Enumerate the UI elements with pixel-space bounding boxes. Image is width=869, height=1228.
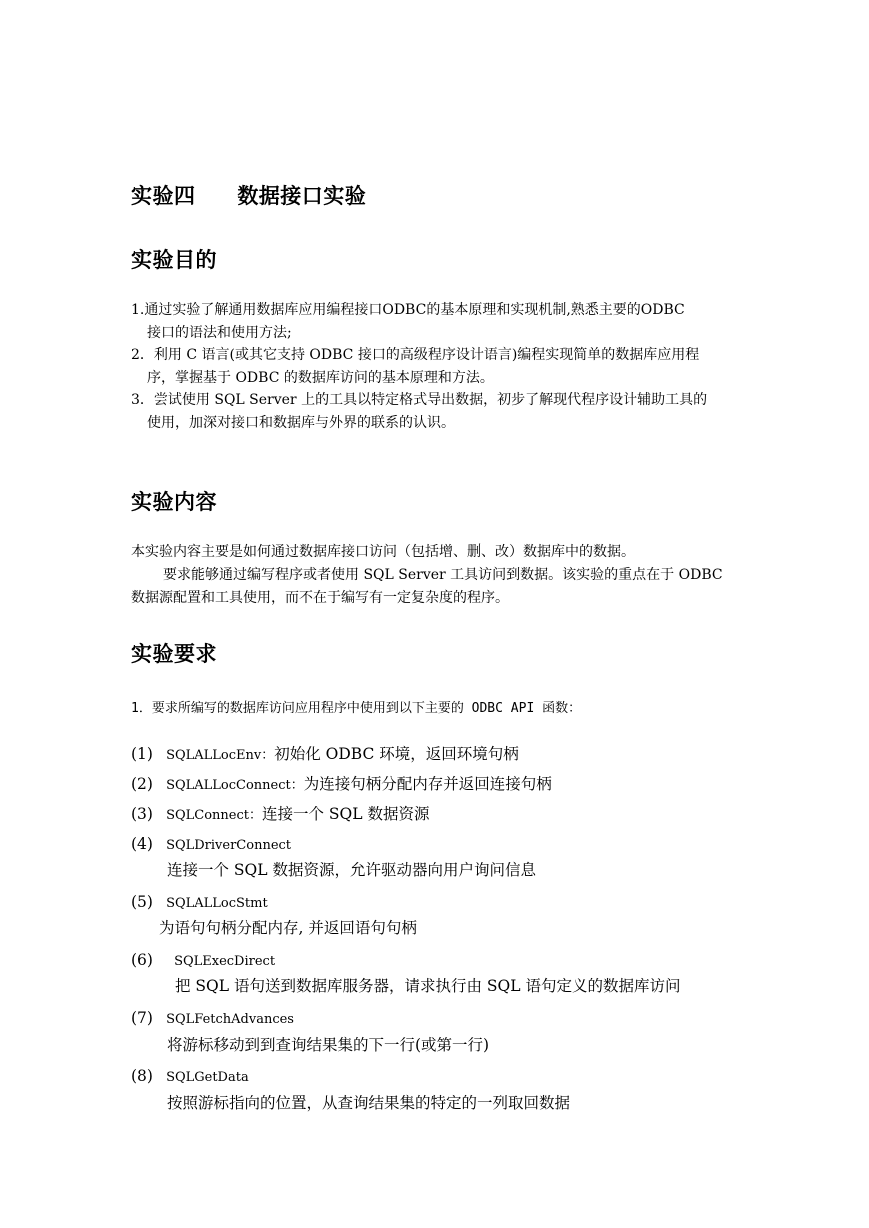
api-item-8 [131,1066,249,1085]
api-num: (8) [131,1067,153,1085]
api-num: (5) [131,893,153,911]
api-item-2 [131,774,552,793]
api-name: SQLALLocEnv： [166,748,275,763]
api-desc: 连接一个 SQL 数据资源 [261,805,430,823]
purpose-heading: 实验目的 [131,248,217,272]
api-item-4 [131,834,291,853]
api-item-4-desc: 连接一个 SQL 数据资源，允许驱动器向用户询问信息 [167,861,536,879]
api-desc: 为连接句柄分配内存并返回连接句柄 [303,775,552,793]
api-item-7-desc: 将游标移动到到查询结果集的下一行(或第一行) [167,1036,490,1054]
api-item-6-desc: 把 SQL 语句送到数据库服务器，请求执行由 SQL 语句定义的数据库访问 [175,977,681,995]
requirements-heading: 实验要求 [131,642,217,666]
api-name: SQLExecDirect [174,954,276,969]
title-part1: 实验四 [131,184,196,208]
api-item-1 [131,744,519,763]
requirements-intro: 1．要求所编写的数据库访问应用程序中使用到以下主要的 ODBC API 函数： [131,701,582,716]
purpose-item-2-line1: 2．利用 C 语言(或其它支持 ODBC 接口的高级程序设计语言)编程实现简单的数据库应用程 [131,347,700,363]
api-desc: 初始化 ODBC 环境，返回环境句柄 [274,745,519,763]
api-item-6 [131,950,275,969]
purpose-item-1-line2: 接口的语法和使用方法; [147,325,292,341]
api-num: (6) [131,951,153,969]
title-part2: 数据接口实验 [237,184,367,208]
api-num: (2) [131,775,153,793]
content-line1: 本实验内容主要是如何通过数据库接口访问（包括增、删、改）数据库中的数据。 [131,544,635,560]
api-item-5 [131,892,268,911]
api-item-7 [131,1008,294,1027]
content-line3: 数据源配置和工具使用，而不在于编写有一定复杂度的程序。 [131,590,509,606]
api-item-8-desc: 按照游标指向的位置，从查询结果集的特定的一列取回数据 [167,1094,571,1112]
api-num: (3) [131,805,153,823]
content-line2: 要求能够通过编写程序或者使用 SQL Server 工具访问到数据。该实验的重点在于 ODBC [163,567,723,583]
api-num: (1) [131,745,153,763]
api-name: SQLDriverConnect [166,838,292,853]
purpose-item-1-line1: 1.通过实验了解通用数据库应用编程接口ODBC的基本原理和实现机制,熟悉主要的ODBC [131,302,685,318]
page-title [131,180,366,210]
api-num: (4) [131,835,153,853]
api-item-5-desc: 为语句句柄分配内存, 并返回语句句柄 [159,919,417,937]
api-name: SQLConnect： [166,808,262,823]
api-name: SQLALLocConnect： [166,778,304,793]
purpose-item-3-line1: 3．尝试使用 SQL Server 上的工具以特定格式导出数据，初步了解现代程序设计辅助工具的 [131,392,708,408]
api-name: SQLGetData [166,1070,249,1085]
content-heading: 实验内容 [131,490,217,514]
purpose-item-2-line2: 序，掌握基于 ODBC 的数据库访问的基本原理和方法。 [147,370,494,386]
purpose-item-3-line2: 使用，加深对接口和数据库与外界的联系的认识。 [147,415,455,431]
api-name: SQLFetchAdvances [166,1012,294,1027]
api-item-3 [131,804,429,823]
api-num: (7) [131,1009,153,1027]
api-name: SQLALLocStmt [166,896,268,911]
